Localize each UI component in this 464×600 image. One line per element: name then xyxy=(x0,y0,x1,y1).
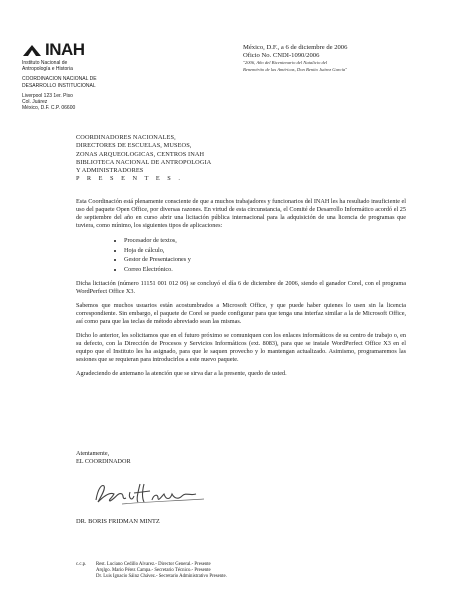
addressee-block xyxy=(76,134,211,184)
applications-list xyxy=(124,236,406,274)
institution-block xyxy=(22,60,162,111)
addressee-line: ZONAS ARQUEOLOGICAS, CENTROS INAH xyxy=(76,150,205,158)
paragraph-2: Dicha licitación (número 11151 001 012 06) se concluyó el día 6 de diciembre de 2006, siendo el ganador Corel, con el programa WordPerfect Office X3. xyxy=(76,280,406,295)
institution-line: Instituto Nacional de xyxy=(22,60,68,66)
address-line: Liverpool 123 1er. Piso xyxy=(22,92,73,99)
presentes: P R E S E N T E S . xyxy=(76,175,183,183)
addressee-line: BIBLIOTECA NACIONAL DE ANTROPOLOGIA xyxy=(76,158,212,166)
list-item: • Hoja de cálculo, xyxy=(124,246,406,256)
paragraph-5: Agradeciendo de antemano la atención que se sirva dar a la presente, quedo de usted. xyxy=(76,370,287,377)
letter-date: México, D.F., a 6 de diciembre de 2006 xyxy=(243,44,348,51)
header-right xyxy=(243,44,347,73)
addressee-line: COORDINADORES NACIONALES, xyxy=(76,134,176,141)
signer-role: EL COORDINADOR xyxy=(76,458,131,465)
institution-line: Antropología e Historia xyxy=(22,66,73,73)
handwritten-signature xyxy=(92,478,212,508)
list-item: • Correo Electrónico. xyxy=(124,265,406,275)
addressee-line: DIRECTORES DE ESCUELAS, MUSEOS, xyxy=(76,142,192,150)
list-item: • Gestor de Presentaciones y xyxy=(124,255,406,265)
paragraph-4: Dicho lo anterior, les solicitamos que en el futuro próximo se comuniquen con los enlaces informáticos de su centro de trabajo o, en su defecto, con la Dirección de Procesos y Servicios Informáticos (ext. 8083), para que se instale WordPerfect Office X3 en el equipo que el Instituto les ha asignado, para que le saquen provecho y lo mantengan actualizado. Asimismo, programaremos las sesiones que se requieran para introducirlos a este nuevo paquete. xyxy=(76,332,406,363)
letter-body xyxy=(76,198,406,384)
address-line: Col. Juárez xyxy=(22,99,48,106)
signer-name: DR. BORIS FRIDMAN MINTZ xyxy=(76,518,160,525)
paragraph-1: Esta Coordinación está plenamente consciente de que a muchos trabajadores y funcionarios del INAH les ha resultado insuficiente el uso del paquete Open Office, por diversas razones. En virtud de esta circunstancia, el Comité de Desarrollo Informático acordó el 25 de septiembre del año en curso abrir una licitación pública internacional para la adquisición de una licencia de programas que tuviera, como mínimo, los siguientes tipos de aplicaciones: xyxy=(76,198,406,229)
logo-text: INAH xyxy=(45,40,85,59)
addressee-line: Y ADMINISTRADORES xyxy=(76,167,144,175)
office-number: Oficio No. CNDI-1090/2006 xyxy=(243,52,320,59)
closing-block xyxy=(76,450,131,466)
address-line: México, D.F. C.P. 06600 xyxy=(22,105,76,112)
inah-emblem-icon xyxy=(22,43,42,57)
cc-line: Dr. Luis Ignacio Sáinz Chávez.- Secretario Administrativo Presente. xyxy=(96,574,227,579)
cc-line: Rest. Luciano Cedillo Alvarez.- Director General.- Presente xyxy=(96,562,211,567)
department-line: DESARROLLO INSTITUCIONAL xyxy=(22,82,96,89)
salutation: Atentamente, xyxy=(76,450,110,457)
letterhead-logo xyxy=(22,40,85,60)
cc-label: c.c.p. xyxy=(76,562,87,567)
motto-line: "2006, Año del Bicentenario del Natalicio del xyxy=(243,60,328,65)
paragraph-3: Sabemos que muchos usuarios están acostumbrados a Microsoft Office, y que puede haber quienes lo usen sin la licencia correspondiente. Sin embargo, el paquete de Corel se puede configurar para que tenga una interfaz similar a la de Microsoft Office, así como para que las teclas de método abreviado sean las mismas. xyxy=(76,302,406,325)
department-line: COORDINACION NACIONAL DE xyxy=(22,76,97,83)
cc-block xyxy=(76,562,227,580)
motto-line: Benemérito de las Américas, Don Benito Juárez García" xyxy=(243,66,348,72)
cc-line: Arqlgo. Mario Pérez Campa.- Secretario Técnico.- Presente xyxy=(96,568,211,573)
list-item: • Procesador de textos, xyxy=(124,236,406,246)
